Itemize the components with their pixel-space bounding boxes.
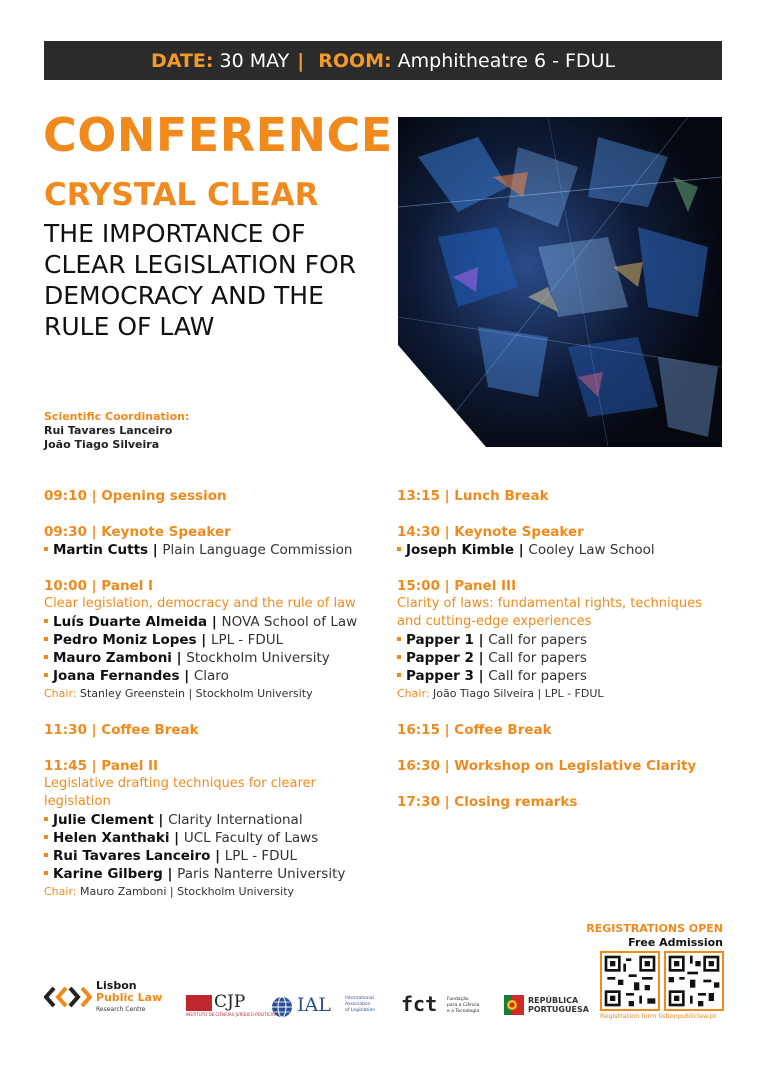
program-right-column xyxy=(397,487,727,829)
speaker-separator: | xyxy=(473,632,489,648)
speaker-separator: | xyxy=(207,614,222,630)
speaker-name: Pedro Moniz Lopes xyxy=(53,632,197,648)
registration-heading: REGISTRATIONS OPEN xyxy=(586,922,723,935)
speaker-affiliation: Paris Nanterre University xyxy=(177,866,346,882)
program-session xyxy=(44,757,384,901)
bullet-icon xyxy=(44,871,48,875)
lpl-line1: Lisbon xyxy=(96,979,137,992)
lpl-mark-icon xyxy=(44,982,92,1012)
speaker-name: Karine Gilberg xyxy=(53,866,163,882)
session-title: 09:10 | Opening session xyxy=(44,488,227,504)
session-title: 11:45 | Panel II xyxy=(44,758,159,774)
speaker-affiliation: UCL Faculty of Laws xyxy=(183,830,319,846)
speaker-affiliation: Stockholm University xyxy=(186,650,330,666)
speaker-name: Papper 3 xyxy=(406,668,474,684)
event-name: CRYSTAL CLEAR xyxy=(44,177,319,213)
bullet-icon xyxy=(44,655,48,659)
bullet-icon xyxy=(44,673,48,677)
program-session xyxy=(44,577,384,703)
session-chair xyxy=(44,685,384,703)
speaker-name: Papper 1 xyxy=(406,632,474,648)
speaker-name: Papper 2 xyxy=(406,650,474,666)
subtitle-line: CLEAR LEGISLATION FOR xyxy=(44,250,356,279)
speaker-name: Martin Cutts xyxy=(53,542,149,558)
speaker-affiliation: LPL - FDUL xyxy=(210,632,284,648)
program-session xyxy=(44,523,384,559)
chair-name: João Tiago Silveira | LPL - FDUL xyxy=(432,687,604,700)
program-session xyxy=(397,721,727,739)
speaker-affiliation: Claro xyxy=(193,668,229,684)
bullet-icon xyxy=(44,547,48,551)
speaker-separator: | xyxy=(179,668,194,684)
session-description: Clarity of laws: fundamental rights, techniques and cutting-edge experiences xyxy=(397,596,702,629)
speaker-line xyxy=(397,649,727,667)
speaker-line xyxy=(44,667,384,685)
speaker-separator: | xyxy=(473,668,489,684)
coordinator-name: João Tiago Silveira xyxy=(44,438,160,451)
speaker-affiliation: Call for papers xyxy=(488,632,587,648)
republica-portuguesa-logo xyxy=(504,995,589,1019)
coordination-heading: Scientific Coordination: xyxy=(44,410,190,423)
speaker-affiliation: Cooley Law School xyxy=(528,542,655,558)
speaker-separator: | xyxy=(153,812,169,828)
registration-info xyxy=(586,922,723,950)
program-left-column xyxy=(44,487,384,919)
event-subtitle xyxy=(44,218,356,342)
session-title: 16:30 | Workshop on Legislative Clarity xyxy=(397,758,697,774)
cjp-text: CJP xyxy=(214,992,246,1012)
speaker-line xyxy=(44,613,384,631)
speaker-separator: | xyxy=(148,542,163,558)
session-description: Clear legislation, democracy and the rule of law xyxy=(44,596,356,611)
speaker-separator: | xyxy=(171,650,187,666)
fct-sub-line: para a Ciência xyxy=(447,1003,480,1008)
speaker-line xyxy=(44,865,384,883)
conference-heading: CONFERENCE xyxy=(43,108,393,162)
chair-name: Stanley Greenstein | Stockholm University xyxy=(79,687,313,700)
speaker-separator: | xyxy=(514,542,529,558)
bullet-icon xyxy=(44,619,48,623)
bullet-icon xyxy=(44,817,48,821)
bullet-icon xyxy=(44,853,48,857)
speaker-separator: | xyxy=(473,650,489,666)
ial-text: IAL xyxy=(297,994,331,1016)
subtitle-line: THE IMPORTANCE OF xyxy=(44,219,306,248)
subtitle-line: DEMOCRACY AND THE xyxy=(44,281,324,310)
speaker-affiliation: NOVA School of Law xyxy=(221,614,358,630)
speaker-name: Mauro Zamboni xyxy=(53,650,172,666)
speaker-line xyxy=(397,667,727,685)
session-title: 09:30 | Keynote Speaker xyxy=(44,524,231,540)
session-title: 10:00 | Panel I xyxy=(44,578,154,594)
speaker-affiliation: Call for papers xyxy=(488,668,587,684)
subtitle-line: RULE OF LAW xyxy=(44,312,215,341)
fct-sub-line: e a Tecnologia xyxy=(447,1009,480,1014)
speaker-affiliation: Plain Language Commission xyxy=(162,542,353,558)
speaker-affiliation: Clarity International xyxy=(168,812,303,828)
speaker-line xyxy=(44,847,384,865)
free-admission: Free Admission xyxy=(628,936,723,949)
republica-line: REPÚBLICA xyxy=(528,996,579,1005)
date-label: DATE: xyxy=(150,49,214,72)
ial-sub-line: of Legislation xyxy=(345,1008,376,1013)
session-title: 16:15 | Coffee Break xyxy=(397,722,552,738)
speaker-line xyxy=(44,541,384,559)
speaker-name: Luís Duarte Almeida xyxy=(53,614,208,630)
program-session xyxy=(397,757,727,775)
bullet-icon xyxy=(397,673,401,677)
chair-name: Mauro Zamboni | Stockholm University xyxy=(79,885,295,898)
chair-label: Chair: xyxy=(397,687,430,700)
room-label: ROOM: xyxy=(318,49,392,72)
separator: | xyxy=(297,49,305,72)
qr-captions: Registration form lisbonpubliclaw.pt xyxy=(600,1012,717,1020)
lpl-wordmark xyxy=(96,980,162,1016)
speaker-name: Joana Fernandes xyxy=(53,668,180,684)
lisbon-public-law-logo xyxy=(44,979,163,1016)
chair-label: Chair: xyxy=(44,885,77,898)
program-session xyxy=(397,523,727,559)
speaker-name: Rui Tavares Lanceiro xyxy=(53,848,211,864)
speaker-name: Julie Clement xyxy=(53,812,154,828)
session-chair xyxy=(397,685,727,703)
speaker-separator: | xyxy=(196,632,211,648)
date-room-bar xyxy=(44,41,722,80)
program-session xyxy=(397,577,727,703)
ial-sub-line: Association xyxy=(345,1002,371,1007)
cjp-mark-icon xyxy=(186,995,212,1011)
session-title: 17:30 | Closing remarks xyxy=(397,794,578,810)
bullet-icon xyxy=(44,835,48,839)
speaker-affiliation: Call for papers xyxy=(488,650,587,666)
qr-code-website[interactable] xyxy=(664,951,724,1011)
ial-logo xyxy=(271,994,376,1022)
fct-text: fct xyxy=(401,992,438,1016)
session-description: Legislative drafting techniques for clearer legislation xyxy=(44,776,316,809)
scientific-coordination xyxy=(44,410,189,452)
speaker-separator: | xyxy=(169,830,184,846)
room-value: Amphitheatre 6 - FDUL xyxy=(397,49,616,72)
speaker-name: Helen Xanthaki xyxy=(53,830,170,846)
session-title: 15:00 | Panel III xyxy=(397,578,517,594)
speaker-affiliation: LPL - FDUL xyxy=(224,848,297,864)
crystal-photo xyxy=(398,117,722,447)
republica-text xyxy=(528,996,589,1014)
speaker-line xyxy=(44,631,384,649)
speaker-line xyxy=(397,631,727,649)
coat-of-arms-icon xyxy=(504,995,524,1015)
bullet-icon xyxy=(397,637,401,641)
cjp-subtext: INSTITUTO DE CIÊNCIAS JURÍDICO-POLÍTICAS xyxy=(186,1012,276,1017)
chair-label: Chair: xyxy=(44,687,77,700)
date-value: 30 MAY xyxy=(219,49,290,72)
session-title: 14:30 | Keynote Speaker xyxy=(397,524,584,540)
session-chair xyxy=(44,883,384,901)
coordinator-name: Rui Tavares Lanceiro xyxy=(44,424,173,437)
bullet-icon xyxy=(397,547,401,551)
program-session xyxy=(397,487,727,505)
speaker-separator: | xyxy=(162,866,178,882)
fct-sub-line: Fundação xyxy=(447,997,469,1002)
bullet-icon xyxy=(397,655,401,659)
globe-icon xyxy=(271,996,293,1018)
session-title: 11:30 | Coffee Break xyxy=(44,722,199,738)
lpl-line2: Public Law xyxy=(96,991,163,1004)
program-session xyxy=(397,793,727,811)
republica-line: PORTUGUESA xyxy=(528,1005,589,1014)
bullet-icon xyxy=(44,637,48,641)
ial-sub-line: International xyxy=(345,996,374,1001)
fct-subtext xyxy=(447,997,479,1015)
session-title: 13:15 | Lunch Break xyxy=(397,488,549,504)
speaker-line xyxy=(44,811,384,829)
program-session xyxy=(44,721,384,739)
speaker-separator: | xyxy=(210,848,225,864)
lpl-line3: Research Centre xyxy=(96,1006,146,1013)
speaker-name: Joseph Kimble xyxy=(406,542,515,558)
ial-subtext xyxy=(345,996,375,1014)
program-session xyxy=(44,487,384,505)
qr-code-registration-form[interactable] xyxy=(600,951,660,1011)
speaker-line xyxy=(397,541,727,559)
speaker-line xyxy=(44,649,384,667)
speaker-line xyxy=(44,829,384,847)
